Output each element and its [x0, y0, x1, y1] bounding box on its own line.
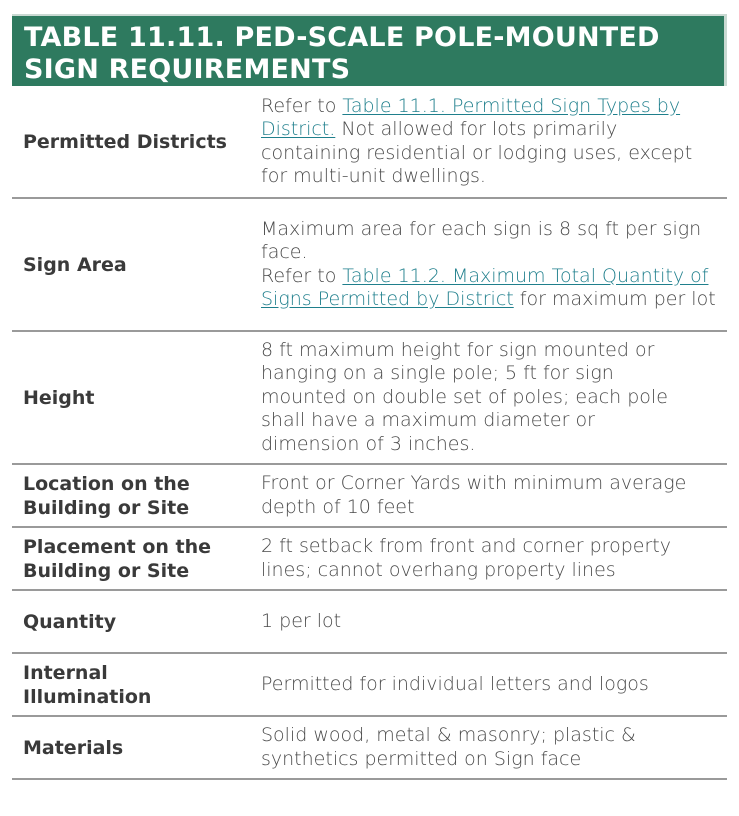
row-value-materials: Solid wood, metal & masonry; plastic & synthetics permitted on Sign face: [261, 724, 636, 770]
table-row-illumination: [12, 652, 727, 715]
value-prefix: Refer to: [261, 94, 343, 117]
row-label-placement: [12, 535, 248, 583]
table-row-permitted-districts: [12, 86, 727, 197]
row-value-height: 8 ft maximum height for sign mounted or hanging on a single pole; 5 ft for sign mounted on double set of poles; each pole shall have a maximum diameter or dimension of 3 inches.: [261, 338, 668, 455]
sign-requirements-table: [12, 14, 727, 780]
label-line1: Internal: [23, 661, 108, 684]
row-label-permitted-districts: Permitted Districts: [23, 130, 227, 153]
link-table-11-2[interactable]: Table 11.2. Maximum Total Quantity of Signs Permitted by District: [261, 264, 709, 310]
label-line2: Building or Site: [23, 559, 190, 582]
table-row-sign-area: [12, 197, 727, 330]
table-title-line1: TABLE 11.11. PED-SCALE POLE-MOUNTED: [24, 22, 660, 53]
value-suffix: for maximum per lot: [513, 288, 716, 310]
row-value-illumination: Permitted for individual letters and logos: [261, 672, 649, 695]
row-value-quantity: 1 per lot: [261, 609, 342, 632]
row-label-materials: Materials: [23, 736, 124, 759]
row-value-placement: 2 ft setback from front and corner property lines; cannot overhang property lines: [261, 535, 671, 581]
table-row-placement: [12, 526, 727, 589]
table-row-height: [12, 330, 727, 463]
row-label-illumination: [12, 661, 248, 709]
table-title-line2: SIGN REQUIREMENTS: [24, 54, 351, 85]
value-line1: Maximum area for each sign is 8 sq ft per sign face.: [261, 217, 702, 263]
row-label-location: [12, 472, 248, 520]
label-line2: Building or Site: [23, 496, 190, 519]
row-label-height: Height: [23, 386, 95, 409]
row-value-sign-area: [248, 214, 727, 316]
link-table-11-1[interactable]: Table 11.1. Permitted Sign Types by District.: [261, 94, 681, 140]
value-prefix: Refer to: [261, 264, 343, 287]
value-suffix: Not allowed for lots primarily containing residential or lodging uses, except for multi-unit dwellings.: [261, 118, 693, 187]
label-line1: Location on the: [23, 472, 190, 495]
table-row-quantity: [12, 589, 727, 652]
label-line1: Placement on the: [23, 535, 212, 558]
table-row-location: [12, 463, 727, 526]
row-label-sign-area: Sign Area: [23, 253, 127, 276]
table-title: [12, 14, 727, 86]
table-body: [12, 86, 727, 780]
row-value-location: Front or Corner Yards with minimum average depth of 10 feet: [261, 472, 687, 518]
row-label-quantity: Quantity: [23, 610, 117, 633]
table-row-materials: [12, 715, 727, 778]
label-line2: Illumination: [23, 685, 152, 708]
row-value-permitted-districts: [248, 91, 727, 193]
